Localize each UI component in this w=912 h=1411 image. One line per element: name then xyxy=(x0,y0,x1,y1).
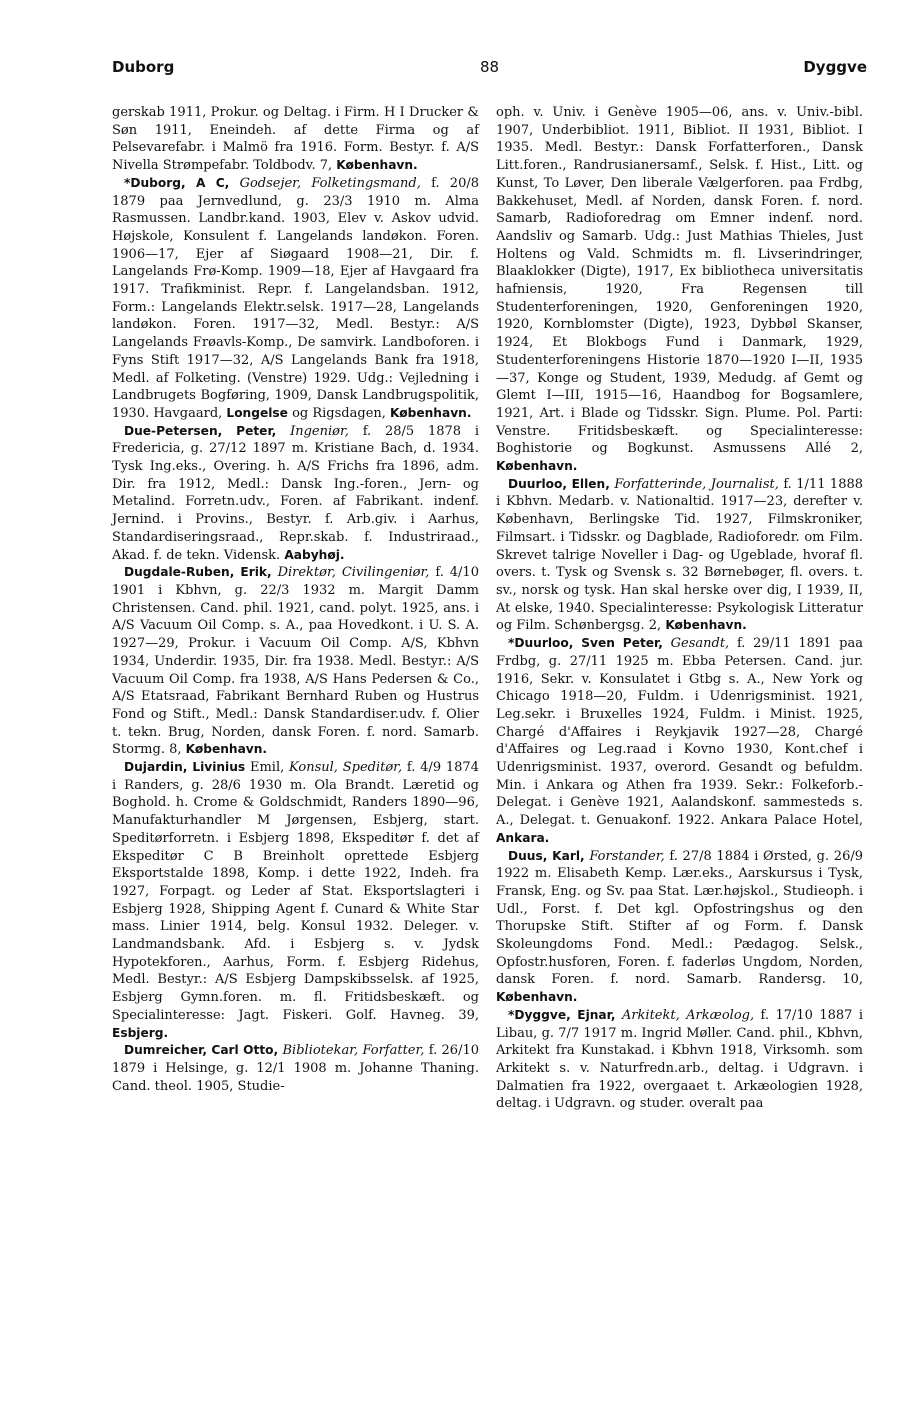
entry-dyggve xyxy=(496,1007,863,1113)
entry-text: f. 26/10 1879 i Helsinge, g. 12/1 1908 m. Johanne Thaning. Cand. theol. 1905, Studie- xyxy=(112,1043,479,1094)
entry-title: Ingeniør, xyxy=(290,423,349,439)
continuation-paragraph xyxy=(496,104,863,476)
entry-name: Dumreicher, Carl Otto, xyxy=(124,1043,279,1058)
entry-place: Esbjerg. xyxy=(112,1025,169,1040)
entry-place-mid: Longelse xyxy=(226,405,288,420)
entry-text: oph. v. Univ. i Genève 1905—06, ans. v. Univ.-bibl. 1907, Underbibliot. 1911, Bibliot. II 1931, Bibliot. I 1935. Medl. Bestyr.: Dansk Forfatterforen., Dansk Litt.foren., Randrusianersamf., Selsk. f. Hist., Litt. og Kunst, To Løver, Den liberale Vælgerforen. paa Frdbg, Bakkehuset, Medl. af Norden, dansk Foren. f. nord. Samarb, Radioforedrag om Emner indenf. nord. Aandsliv og Samarb. Udg.: Just Mathias Thieles, Just Holtens og Vald. Schmidts m. fl. Livserindringer, Blaaklokker (Digte), 1917, Ex bibliotheca universitatis hafniensis, 1920, Fra Regensen till Studenterforeningen, 1920, Genforeningen 1920, 1920, Kornblomster (Digte), 1923, Dybbøl Skanser, 1924, Et Blokbogs Fund i Danmark, 1929, Studenterforeningens Historie 1870—1920 I—II, 1935—37, Konge og Student, 1939, Medudg. af Gemt og Glemt I—III, 1915—16, Haandbog for Bogsamlere, 1921, Art. i Blade og Tidsskr. Sign. Plume. Pol. Parti: Venstre. Fritidsbeskæft. og Specialinteresse: Boghistorie og Bogkunst. Asmussens Allé 2, xyxy=(496,105,863,457)
entry-text: f. 27/8 1884 i Ørsted, g. 26/9 1922 m. Elisabeth Kemp. Lær.eks., Aarskursus i Tysk, Fransk, Eng. og Sv. paa Stat. Lær.højskol., Studieoph. i Udl., Forst. f. Det kgl. Opfostringshus og den Thorupske Stift. Stifter af og Form. f. Dansk Skoleungdoms Fond. Medl.: Pædagog. Selsk., Opfostr.husforen, Foren. f. faderløs Ungdom, Norden, dansk Foren. f. nord. Samarb. Randersg. 10, xyxy=(496,848,864,988)
entry-dumreicher xyxy=(112,1042,479,1095)
entry-duborg xyxy=(112,175,479,423)
entry-dugdale-ruben xyxy=(112,564,479,759)
entry-name: Dujardin, Livinius xyxy=(124,760,246,775)
entry-due-petersen xyxy=(112,423,479,565)
entry-text: f. 4/9 1874 i Randers, g. 28/6 1930 m. Ola Brandt. Læretid og Boghold. h. Crome & Goldschmidt, Randers 1890—96, Manufakturhandler M Jørgensen, Esbjerg, start. Speditørforretn. i Esbjerg 1898, Ekspeditør f. det af Ekspeditør C B Breinholt oprettede Esbjerg Eksportstalde 1898, Komp. i dette 1922, Indeh. fra 1927, Forpagt. og Leder af Stat. Eksportslagteri i Esbjerg 1928, Shipping Agent f. Cunard & White Star mass. Linier 1914, belg. Konsul 1932. Deleger. v. Landmandsbank. Afd. i Esbjerg s. v. Jydsk Hypotekforen., Aarhus, Form. f. Esbjerg Ridehus, Medl. Bestyr.: A/S Esbjerg Dampskibsselsk. af 1925, Esbjerg Gymn.foren. m. fl. Fritidsbeskæft. og Specialinteresse: Jagt. Fiskeri. Golf. Havneg. 39, xyxy=(112,760,479,1023)
entry-title: Gesandt, xyxy=(670,636,730,652)
entry-name: *Dyggve, Ejnar, xyxy=(508,1007,616,1022)
entry-text-after: og Rigsdagen, xyxy=(292,405,386,421)
entry-name: Duus, Karl, xyxy=(508,848,585,863)
entry-title: Bibliotekar, Forfatter, xyxy=(282,1043,425,1059)
entry-text: f. 28/5 1878 i Fredericia, g. 27/12 1897 m. Kristiane Bach, d. 1934. Tysk Ing.eks., Overing. h. A/S Frichs fra 1896, adm. Dir. fra 1912, Medl.: Dansk Ing.-foren., Jern- og Metalind. Forretn.udv., Foren. af Fabrikant. indenf. Jernind. i Provins., Bestyr. f. Arb.giv. i Aarhus, Standardiseringsraad., Repr.skab. f. Industriraad., Akad. f. de tekn. Vidensk. xyxy=(112,423,479,563)
entry-title: Forstander, xyxy=(589,848,665,864)
entry-place: København. xyxy=(496,990,578,1005)
entry-name: *Duurloo, Sven Peter, xyxy=(508,636,663,651)
entry-place: København. xyxy=(496,459,578,474)
entry-name: Duurloo, Ellen, xyxy=(508,476,610,491)
entry-title: Konsul, Speditør, xyxy=(289,760,403,776)
entry-title-prefix: Emil, xyxy=(249,760,285,776)
entry-title: Direktør, Civilingeniør, xyxy=(277,565,430,581)
entry-title: Godsejer, Folketingsmand, xyxy=(239,175,421,191)
continuation-paragraph xyxy=(112,104,479,175)
entry-text: f. 4/10 1901 i Kbhvn, g. 22/3 1932 m. Margit Damm Christensen. Cand. phil. 1921, cand. polyt. 1925, ans. i A/S Vacuum Oil Comp. s. A., paa Hovedkont. i U. S. A. 1927—29, Prokur. i Vacuum Oil Comp. A/S, Kbhvn 1934, Underdir. 1935, Dir. fra 1938. Medl. Bestyr.: A/S Vacuum Oil Comp. fra 1938, A/S Hans Pedersen & Co., A/S Etatsraad, Fabrikant Bernhard Ruben og Hustrus Fond og Stift., Medl.: Dansk Standardiser.udv. f. Olier t. tekn. Brug, Norden, dansk Foren. f. nord. Samarb. Stormg. 8, xyxy=(112,565,479,758)
entry-text: f. 29/11 1891 paa Frdbg, g. 27/11 1925 m. Ebba Petersen. Cand. jur. 1916, Sekr. v. Konsulatet i Gtbg s. A., New York og Chicago 1918—20, Fuldm. i Udenrigsminist. 1921, Leg.sekr. i Bruxelles 1924, Fuldm. i Minist. 1925, Chargé d'Affaires i Reykjavik 1927—28, Chargé d'Affaires og Leg.raad i Kovno 1930, Kont.chef i Udenrigsminist. 1937, overord. Gesandt og befuldm. Min. i Ankara og Athen fra 1939. Sekr.: Folkeforb.-Delegat. i Genève 1921, Aalandskonf. sammesteds s. A., Delegat. t. Genuakonf. 1922. Ankara Palace Hotel, xyxy=(496,636,863,829)
entry-duurloo-ellen xyxy=(496,476,863,635)
entry-place: Ankara. xyxy=(496,830,550,845)
entry-name: Due-Petersen, Peter, xyxy=(124,423,277,438)
entry-text: f. 20/8 1879 paa Jernvedlund, g. 23/3 1910 m. Alma Rasmussen. Landbr.kand. 1903, Elev v. Askov udvid. Højskole, Konsulent f. Langelands landøkon. Foren. 1906—17, Ejer af Siøgaard 1908—21, Dir. f. Langelands Frø-Komp. 1909—18, Ejer af Havgaard fra 1917. Trafikminist. Repr. f. Langelandsban. 1912, Form.: Langelands Elektr.selsk. 1917—28, Langelands landøkon. Foren. 1917—32, Medl. Bestyr.: A/S Langelands Frøavls-Komp., De samvirk. Landboforen. i Fyns Stift 1917—32, A/S Langelands Bank fra 1918, Medl. af Folketing. (Venstre) 1929. Udg.: Vejledning i Landbrugets Bogføring, 1909, Dansk Landbrugspolitik, 1930. Havgaard, xyxy=(112,175,479,421)
right-column xyxy=(496,104,863,1113)
entry-place: København. xyxy=(336,158,418,173)
entry-title: Forfatterinde, Journalist, xyxy=(614,476,779,492)
entry-text: f. 17/10 1887 i Libau, g. 7/7 1917 m. Ingrid Møller. Cand. phil., Kbhvn, Arkitekt fra Kunstakad. i Kbhvn 1918, Virksomh. som Arkitekt s. v. Naturfredn.arb., deltag. i Udgravn. i Dalmatien fra 1922, overgaaet t. Arkæologien 1928, deltag. i Udgravn. og studer. overalt paa xyxy=(496,1007,863,1112)
header-first-entry: Duborg xyxy=(112,58,175,76)
entry-duus xyxy=(496,848,863,1007)
entry-text: gerskab 1911, Prokur. og Deltag. i Firm. H I Drucker & Søn 1911, Eneindeh. af dette Firma og af Pelsevarefabr. i Malmö fra 1916. Form. Bestyr. f. A/S Nivella Strømpefabr. Toldbodv. 7, xyxy=(112,105,479,174)
page-number: 88 xyxy=(479,58,500,76)
left-column xyxy=(112,104,479,1095)
entry-name: Dugdale-Ruben, Erik, xyxy=(124,565,272,580)
entry-name: *Duborg, A C, xyxy=(124,175,230,190)
entry-place: København. xyxy=(665,618,747,633)
entry-title: Arkitekt, Arkæolog, xyxy=(621,1007,755,1023)
entry-text: f. 1/11 1888 i Kbhvn. Medarb. v. Nationaltid. 1917—23, derefter v. København, Berlingske Tid. 1927, Filmskroniker, Filmsart. i Tidsskr. og Dagblade, Radioforedr. om Film. Skrevet talrige Noveller i Dag- og Ugeblade, hvoraf fl. overs. t. Tysk og Svensk s. 32 Børnebøger, fl. overs. t. sv., norsk og tysk. Han skal herske over dig, I 1939, II, At elske, 1940. Specialinteresse: Psykologisk Litteratur og Film. Schønbergsg. 2, xyxy=(496,476,864,634)
entry-dujardin xyxy=(112,759,479,1042)
entry-place: Aabyhøj. xyxy=(284,547,345,562)
entry-place: København. xyxy=(390,405,472,420)
running-header xyxy=(112,58,867,82)
header-last-entry: Dyggve xyxy=(803,58,867,76)
entry-place: København. xyxy=(185,742,268,757)
entry-duurloo-sven xyxy=(496,635,863,847)
